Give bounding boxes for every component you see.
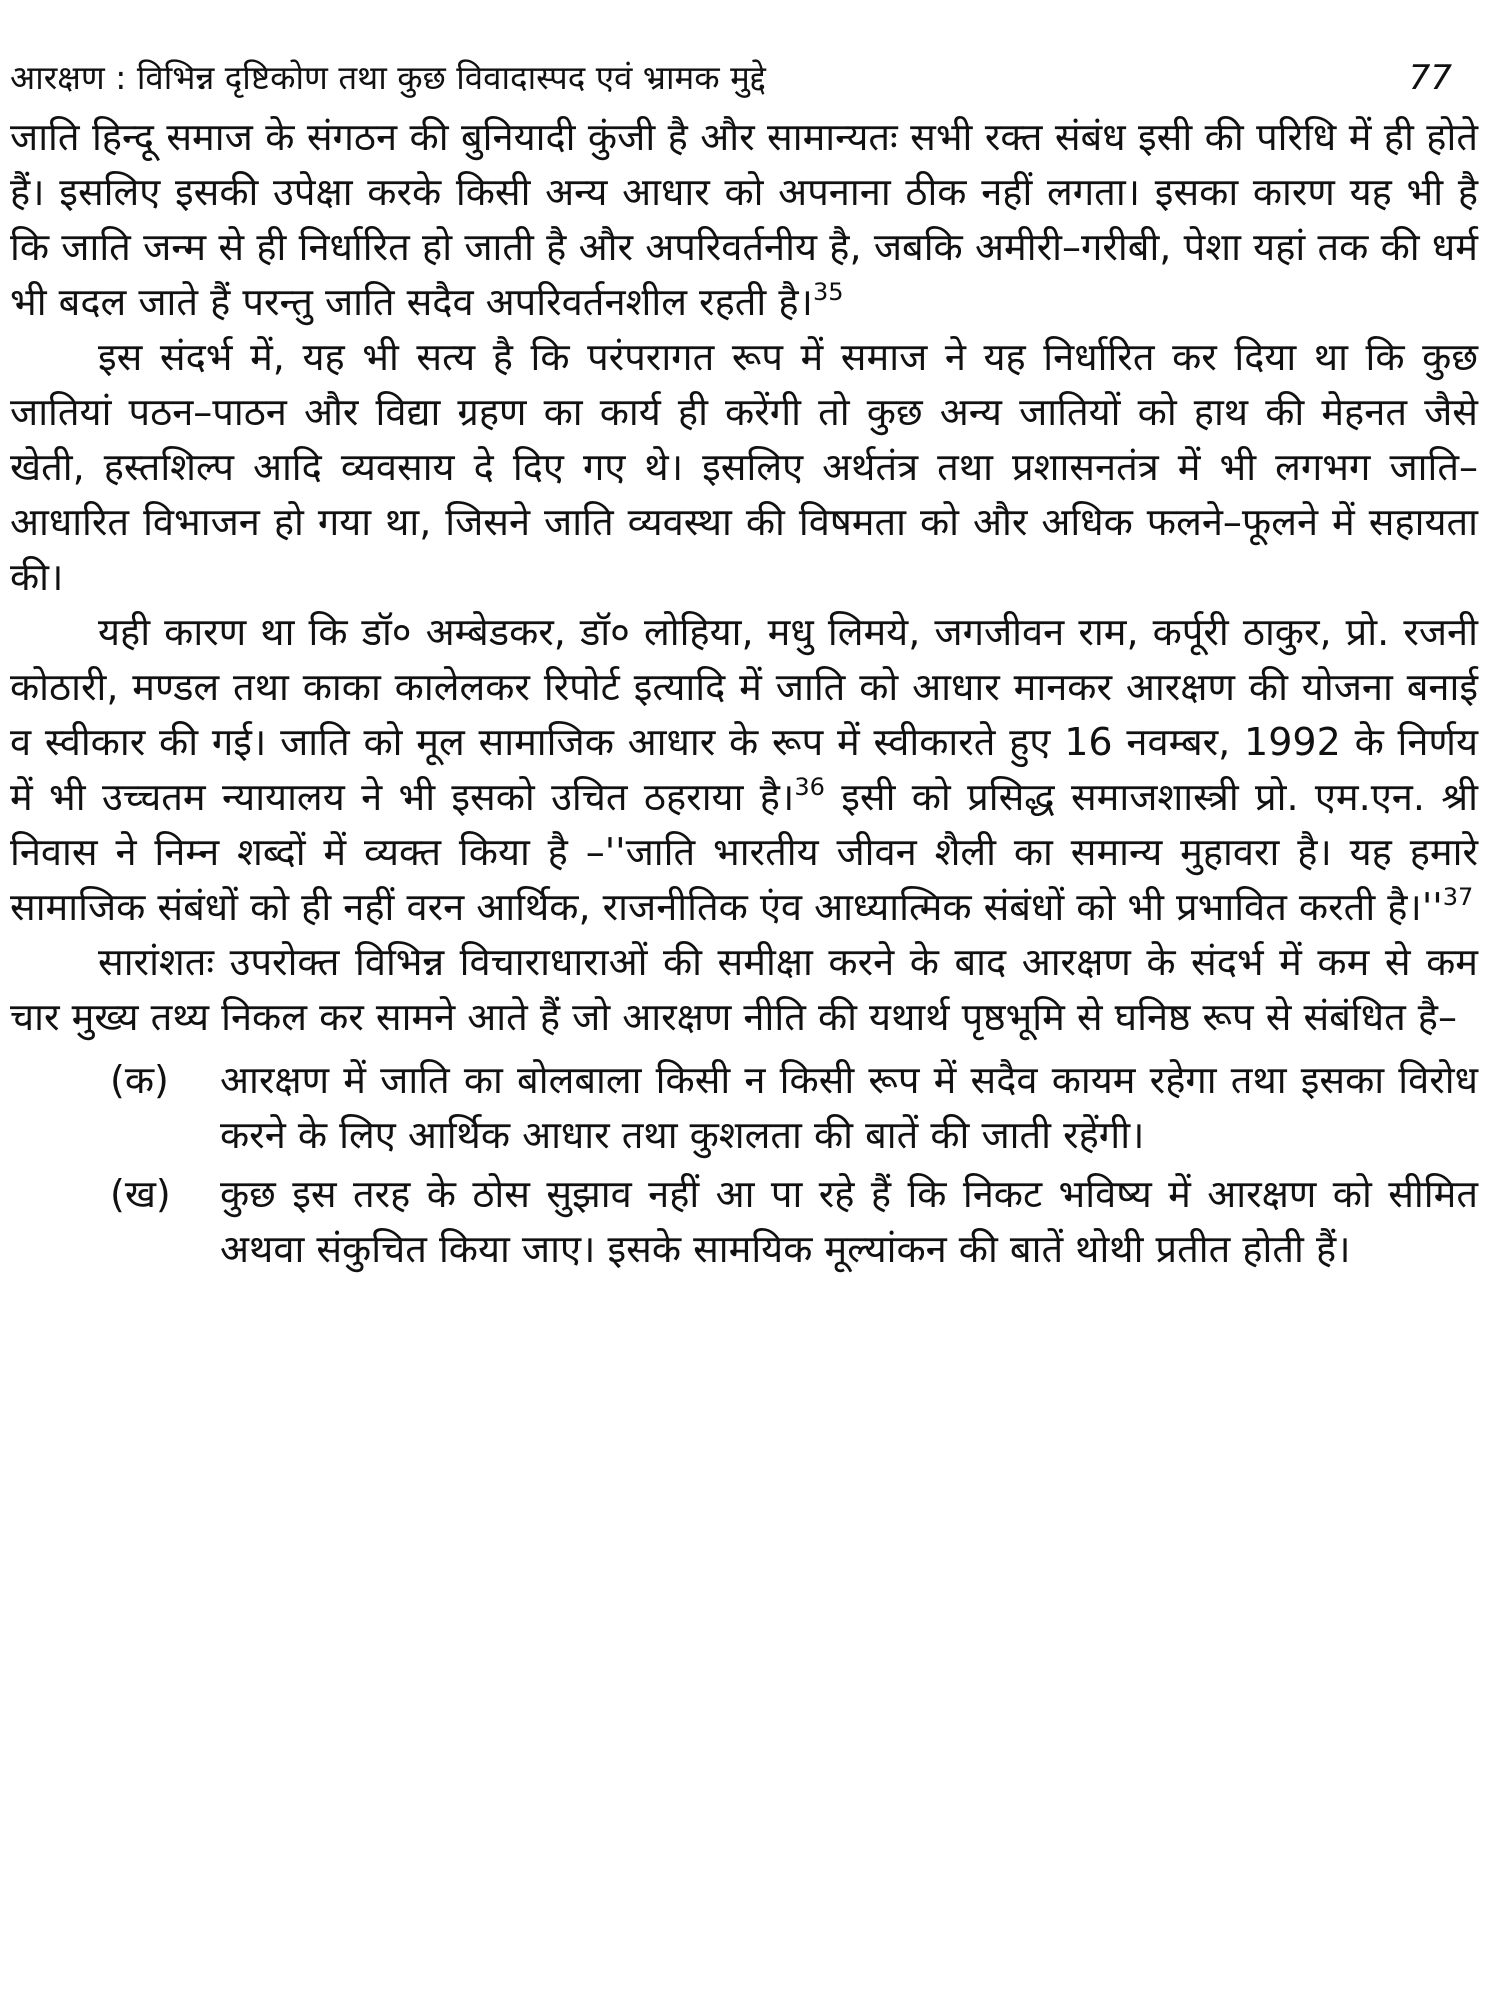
list-item-text: आरक्षण में जाति का बोलबाला किसी न किसी रूप में सदैव कायम रहेगा तथा इसका विरोध करने के लिए आर्थिक आधार तथा कुशलता की बातें की जाती रहेंगी। xyxy=(220,1058,1478,1157)
list-item-text: कुछ इस तरह के ठोस सुझाव नहीं आ पा रहे हैं कि निकट भविष्य में आरक्षण को सीमित अथवा संकुचित किया जाए। इसके सामयिक मूल्यांकन की बातें थोथी प्रतीत होती हैं। xyxy=(220,1172,1478,1271)
paragraph-3-text-b: इसी को प्रसिद्ध समाजशास्त्री प्रो. एम.एन. श्री निवास ने निम्न शब्दों में व्यक्त किया है –''जाति भारतीय जीवन शैली का समान्य मुहावरा है। यह हमारे सामाजिक संबंधों को ही नहीं वरन आर्थिक, राजनीतिक एंव आध्यात्मिक संबंधों को भी प्रभावित करती है।'' xyxy=(10,775,1478,929)
list-marker: (क) xyxy=(110,1058,169,1102)
paragraph-4-text: सारांशतः उपरोक्त विभिन्न विचाराधाराओं की समीक्षा करने के बाद आरक्षण के संदर्भ में कम से कम चार मुख्य तथ्य निकल कर सामने आते हैं जो आरक्षण नीति की यथार्थ पृष्ठभूमि से घनिष्ठ रूप से संबंधित है– xyxy=(10,940,1478,1039)
points-list xyxy=(10,1053,1478,1277)
body-text xyxy=(10,110,1478,1277)
running-header xyxy=(10,46,1478,110)
footnote-ref-37: 37 xyxy=(1442,883,1474,911)
paragraph-1-text: जाति हिन्दू समाज के संगठन की बुनियादी कुंजी है और सामान्यतः सभी रक्त संबंध इसी की परिधि में ही होते हैं। इसलिए इसकी उपेक्षा करके किसी अन्य आधार को अपनाना ठीक नहीं लगता। इसका कारण यह भी है कि जाति जन्म से ही निर्धारित हो जाती है और अपरिवर्तनीय है, जबकि अमीरी–गरीबी, पेशा यहां तक की धर्म भी बदल जाते हैं परन्तु जाति सदैव अपरिवर्तनशील रहती है। xyxy=(10,115,1478,324)
paragraph-2 xyxy=(10,330,1478,605)
footnote-ref-36: 36 xyxy=(794,773,825,801)
paragraph-3-text-a: यही कारण था कि डॉ० अम्बेडकर, डॉ० लोहिया, मधु लिमये, जगजीवन राम, कर्पूरी ठाकुर, प्रो. रजनी कोठारी, मण्डल तथा काका कालेलकर रिपोर्ट इत्यादि में जाति को आधार मानकर आरक्षण की योजना बनाई व स्वीकार की गई। जाति को मूल सामाजिक आधार के रूप में स्वीकारते हुए 16 नवम्बर, 1992 के निर्णय में भी उच्चतम न्यायालय ने भी इसको उचित ठहराया है। xyxy=(10,610,1478,819)
chapter-title: आरक्षण : विभिन्न दृष्टिकोण तथा कुछ विवादास्पद एवं भ्रामक मुद्दे xyxy=(10,58,766,97)
list-item xyxy=(10,1167,1478,1277)
list-item xyxy=(10,1053,1478,1163)
footnote-ref-35: 35 xyxy=(812,278,844,306)
paragraph-1 xyxy=(10,110,1478,330)
paragraph-4 xyxy=(10,935,1478,1045)
paragraph-2-text: इस संदर्भ में, यह भी सत्य है कि परंपरागत रूप में समाज ने यह निर्धारित कर दिया था कि कुछ जातियां पठन–पाठन और विद्या ग्रहण का कार्य ही करेंगी तो कुछ अन्य जातियों को हाथ की मेहनत जैसे खेती, हस्तशिल्प आदि व्यवसाय दे दिए गए थे। इसलिए अर्थतंत्र तथा प्रशासनतंत्र में भी लगभग जाति–आधारित विभाजन हो गया था, जिसने जाति व्यवस्था की विषमता को और अधिक फलने–फूलने में सहायता की। xyxy=(10,335,1478,599)
page-number: 77 xyxy=(1408,58,1452,98)
paragraph-3 xyxy=(10,605,1478,935)
list-marker: (ख) xyxy=(110,1172,171,1216)
